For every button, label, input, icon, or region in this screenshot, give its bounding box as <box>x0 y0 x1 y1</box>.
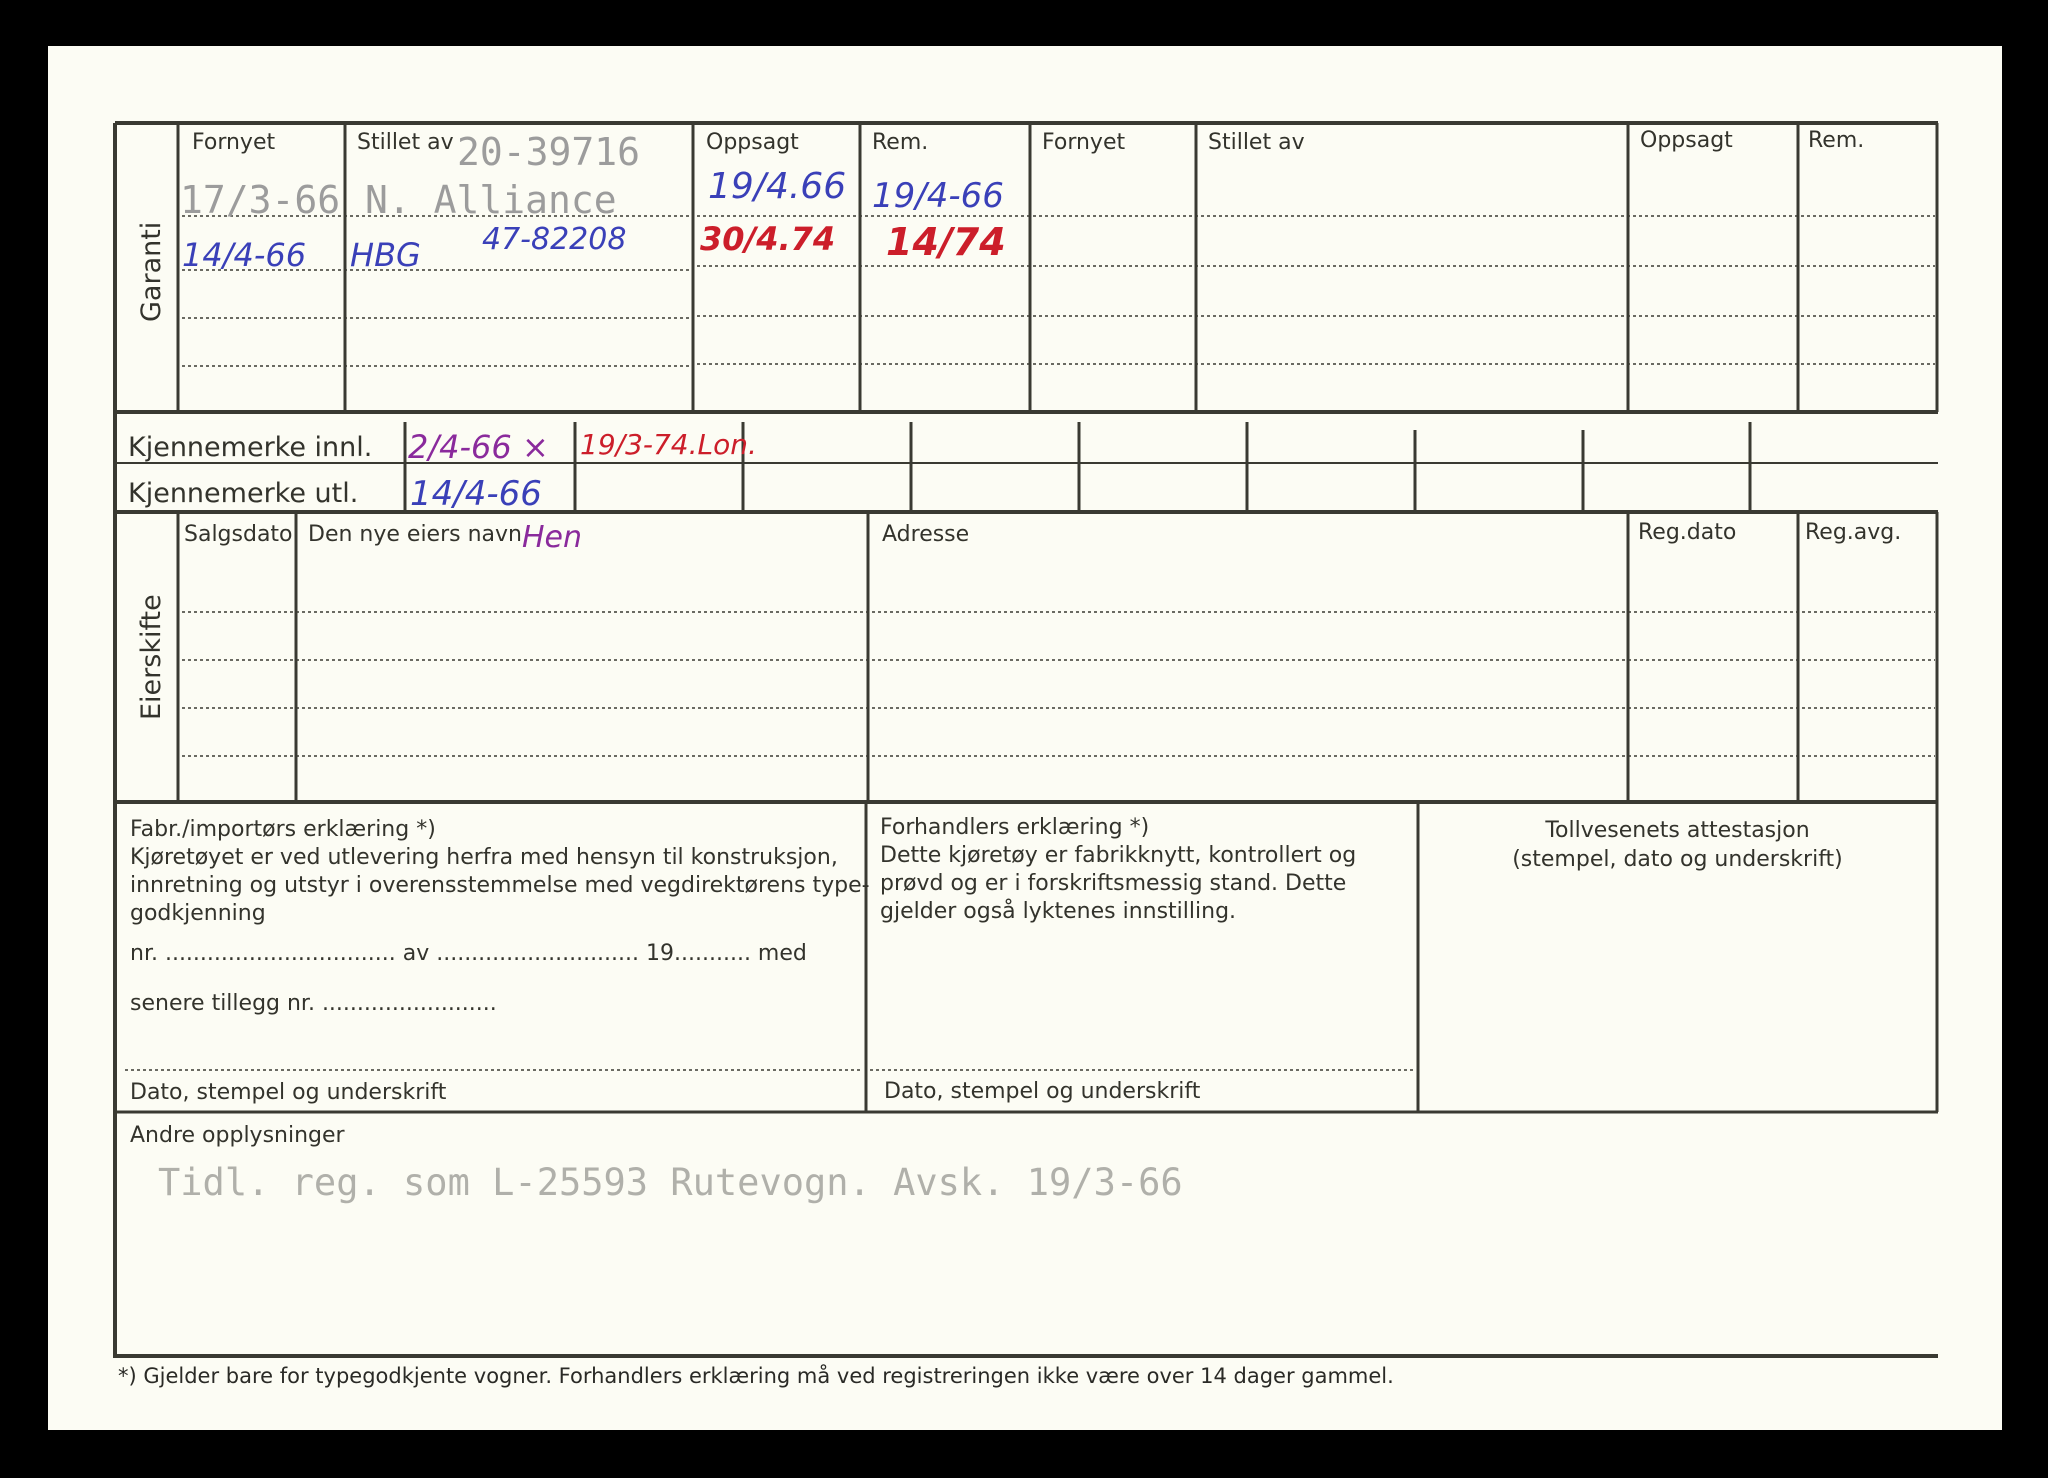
header-rem-2: Rem. <box>1808 128 1865 153</box>
hw-oppsagt-date: 19/4.66 <box>708 166 847 207</box>
forhandler-text-line-2: prøvd og er i forskriftsmessig stand. Dette <box>880 871 1347 896</box>
typed-insurer: N. Alliance <box>365 178 617 222</box>
forhandler-text-line-3: gjelder også lyktenes innstilling. <box>880 899 1237 924</box>
garanti-side-label: Garanti <box>136 221 167 322</box>
header-rem: Rem. <box>872 130 929 155</box>
typed-renewal-date: 17/3-66 <box>180 178 341 222</box>
andre-opplysninger-label: Andre opplysninger <box>130 1123 345 1148</box>
hw-innl-date-2: 19/3-74.Lon. <box>580 428 757 461</box>
header-salgsdato: Salgsdato <box>184 522 293 547</box>
header-oppsagt-2: Oppsagt <box>1640 128 1733 153</box>
hw-innl-date: 2/4-66 × <box>408 428 549 466</box>
toll-subtitle: (stempel, dato og underskrift) <box>1512 847 1843 872</box>
header-oppsagt: Oppsagt <box>706 130 799 155</box>
toll-title: Tollvesenets attestasjon <box>1545 818 1810 843</box>
fabr-text-line-3: godkjenning <box>130 901 266 926</box>
typed-other-info: Tidl. reg. som L-25593 Rutevogn. Avsk. 19/3-66 <box>158 1161 1183 1204</box>
hw-new-owner: Hen <box>522 520 583 555</box>
hw-oppsagt-date-2: 30/4.74 <box>700 220 836 258</box>
fabr-signature-label: Dato, stempel og underskrift <box>130 1080 447 1105</box>
kjennemerke-innl-label: Kjennemerke innl. <box>128 432 373 463</box>
fabr-title: Fabr./importørs erklæring *) <box>130 817 436 842</box>
footnote: *) Gjelder bare for typegodkjente vogner. Forhandlers erklæring må ved registreringen ikke være over 14 dager gammel. <box>118 1364 1394 1388</box>
header-adresse: Adresse <box>882 522 970 547</box>
hw-rem-date-2: 14/74 <box>886 220 1006 264</box>
hw-fornyet-date: 14/4-66 <box>182 236 307 274</box>
hw-utl-date: 14/4-66 <box>410 474 542 514</box>
hw-stillet-av: HBG <box>350 236 421 274</box>
typed-policy-number: 20-39716 <box>457 130 641 174</box>
forhandler-text-line-1: Dette kjøretøy er fabrikknytt, kontrollert og <box>880 843 1357 868</box>
forhandler-title: Forhandlers erklæring *) <box>880 815 1150 840</box>
header-ny-eier: Den nye eiers navn <box>308 522 522 547</box>
fabr-text-line-2: innretning og utstyr i overensstemmelse med vegdirektørens type- <box>130 873 870 898</box>
header-regavg: Reg.avg. <box>1805 520 1902 545</box>
fabr-nr-line: nr. ................................. av ............................. 19........... med <box>130 941 807 966</box>
hw-rem-date: 19/4-66 <box>872 176 1004 216</box>
header-stillet-av: Stillet av <box>357 130 454 155</box>
forhandler-signature-label: Dato, stempel og underskrift <box>884 1079 1201 1104</box>
hw-policy-number: 47-82208 <box>482 222 627 257</box>
eierskifte-side-label: Eierskifte <box>136 594 167 720</box>
fabr-text-line-1: Kjøretøyet er ved utlevering herfra med hensyn til konstruksjon, <box>130 845 838 870</box>
fabr-tillegg-line: senere tillegg nr. ......................... <box>130 991 497 1016</box>
header-fornyet-2: Fornyet <box>1042 130 1126 155</box>
kjennemerke-utl-label: Kjennemerke utl. <box>128 478 359 509</box>
header-regdato: Reg.dato <box>1638 520 1737 545</box>
header-stillet-av-2: Stillet av <box>1208 130 1305 155</box>
header-fornyet: Fornyet <box>192 130 276 155</box>
